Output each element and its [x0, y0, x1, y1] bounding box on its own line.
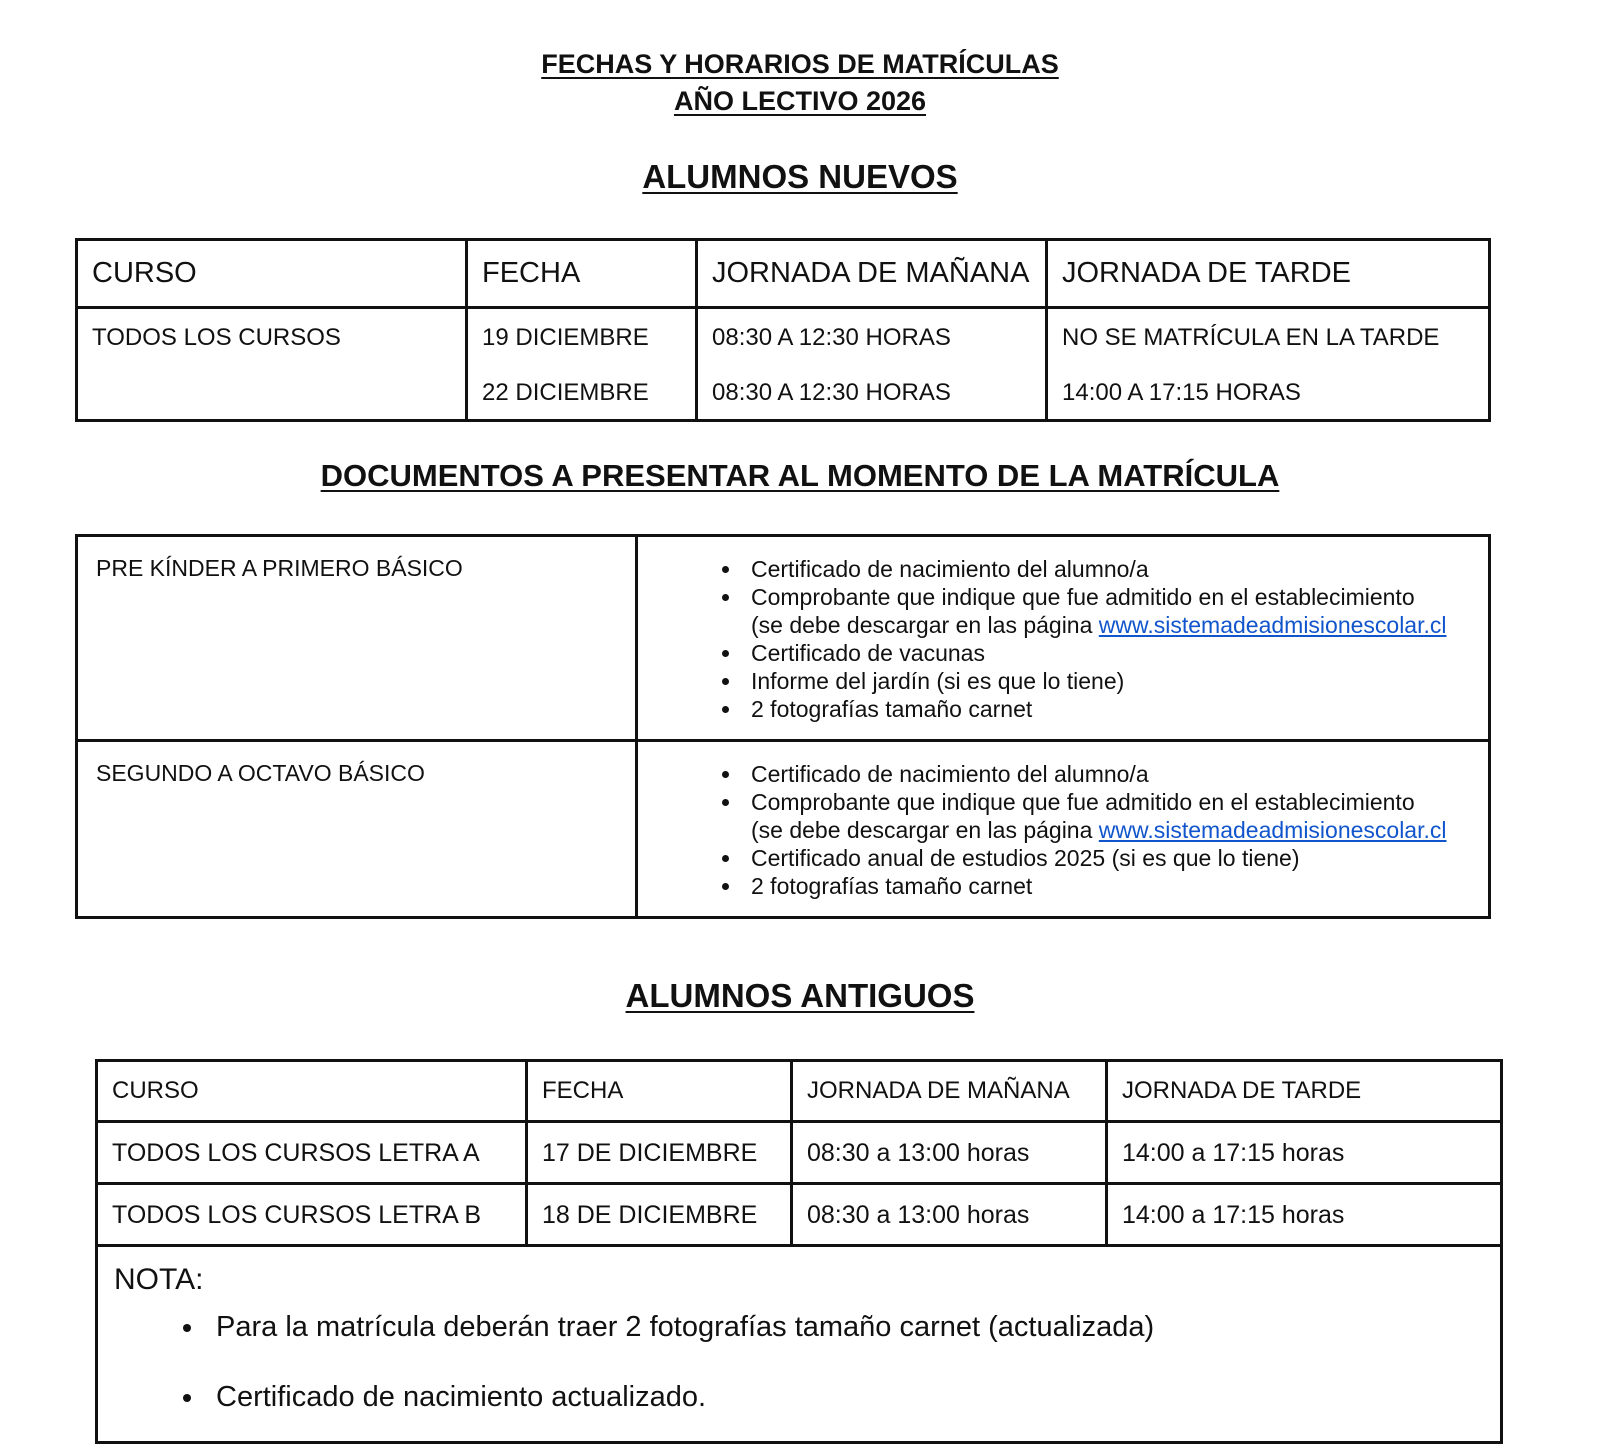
curso-cell: TODOS LOS CURSOS LETRA A: [97, 1122, 527, 1184]
list-item: • Comprobante que indique que fue admitido en el establecimiento (se debe descargar en las página www.sistemadeadmisionescolar.cl: [743, 583, 1474, 639]
list-item: • Comprobante que indique que fue admitido en el establecimiento (se debe descargar en las página www.sistemadeadmisionescolar.cl: [743, 788, 1474, 844]
list-item: • Certificado de nacimiento del alumno/a: [743, 555, 1474, 583]
documents-list: [638, 760, 1474, 900]
table-header-row: [97, 1061, 1502, 1122]
list-item: • 2 fotografías tamaño carnet: [743, 872, 1474, 900]
grade-range-cell: PRE KÍNDER A PRIMERO BÁSICO: [77, 536, 637, 741]
grade-range-cell: SEGUNDO A OCTAVO BÁSICO: [77, 741, 637, 918]
section-heading-documentos: DOCUMENTOS A PRESENTAR AL MOMENTO DE LA MATRÍCULA: [320, 458, 1280, 493]
list-item: • Informe del jardín (si es que lo tiene): [743, 667, 1474, 695]
table-row-segundo-octavo: [77, 741, 1490, 918]
nota-cell: [97, 1246, 1502, 1443]
jornada-manana-cell: 08:30 A 12:30 HORAS 08:30 A 12:30 HORAS: [697, 308, 1047, 421]
documents-list: [638, 555, 1474, 723]
section-heading-alumnos-nuevos: ALUMNOS NUEVOS: [642, 158, 958, 195]
table-header-row: [77, 240, 1490, 308]
header-cell-jornada-tarde: JORNADA DE TARDE: [1107, 1061, 1502, 1122]
header-cell-fecha: FECHA: [527, 1061, 792, 1122]
list-item: • 2 fotografías tamaño carnet: [743, 695, 1474, 723]
list-item: • Para la matrícula deberán traer 2 fotografías tamaño carnet (actualizada): [206, 1309, 1482, 1345]
table-row: [77, 308, 1490, 421]
fecha-cell: 17 DE DICIEMBRE: [527, 1122, 792, 1184]
list-item: • Certificado anual de estudios 2025 (si es que lo tiene): [743, 844, 1474, 872]
required-documents-cell: [637, 741, 1490, 918]
header-cell-jornada-manana: JORNADA DE MAÑANA: [792, 1061, 1107, 1122]
document-title-line1: [0, 46, 1600, 83]
table-row-letra-b: [97, 1184, 1502, 1246]
document-title-line2: [0, 83, 1600, 120]
table-row-nota: [97, 1246, 1502, 1443]
nota-label: NOTA:: [114, 1263, 204, 1296]
required-documents-cell: [637, 536, 1490, 741]
fecha-cell: 19 DICIEMBRE 22 DICIEMBRE: [467, 308, 697, 421]
fecha-cell: 18 DE DICIEMBRE: [527, 1184, 792, 1246]
documentos-table: [75, 534, 1491, 919]
curso-cell: TODOS LOS CURSOS: [77, 308, 467, 421]
jornada-tarde-cell: 14:00 a 17:15 horas: [1107, 1184, 1502, 1246]
list-item: • Certificado de nacimiento del alumno/a: [743, 760, 1474, 788]
curso-cell: TODOS LOS CURSOS LETRA B: [97, 1184, 527, 1246]
alumnos-antiguos-table: [95, 1059, 1503, 1444]
jornada-manana-cell: 08:30 a 13:00 horas: [792, 1184, 1107, 1246]
header-cell-fecha: FECHA: [467, 240, 697, 308]
admission-site-link[interactable]: www.sistemadeadmisionescolar.cl: [1098, 817, 1447, 843]
alumnos-nuevos-table: [75, 238, 1491, 422]
admission-site-link[interactable]: www.sistemadeadmisionescolar.cl: [1098, 612, 1447, 638]
jornada-manana-cell: 08:30 a 13:00 horas: [792, 1122, 1107, 1184]
table-row-pre-kinder: [77, 536, 1490, 741]
section-heading-alumnos-antiguos: ALUMNOS ANTIGUOS: [625, 977, 975, 1014]
header-cell-jornada-tarde: JORNADA DE TARDE: [1047, 240, 1490, 308]
header-cell-curso: CURSO: [77, 240, 467, 308]
jornada-tarde-cell: 14:00 a 17:15 horas: [1107, 1122, 1502, 1184]
document-title-line1-text: FECHAS Y HORARIOS DE MATRÍCULAS: [541, 49, 1059, 79]
nota-list: [114, 1309, 1482, 1415]
table-row-letra-a: [97, 1122, 1502, 1184]
list-item: • Certificado de nacimiento actualizado.: [206, 1379, 1482, 1415]
header-cell-jornada-manana: JORNADA DE MAÑANA: [697, 240, 1047, 308]
list-item: • Certificado de vacunas: [743, 639, 1474, 667]
document-title-line2-text: AÑO LECTIVO 2026: [673, 86, 927, 116]
header-cell-curso: CURSO: [97, 1061, 527, 1122]
jornada-tarde-cell: NO SE MATRÍCULA EN LA TARDE 14:00 A 17:15 HORAS: [1047, 308, 1490, 421]
